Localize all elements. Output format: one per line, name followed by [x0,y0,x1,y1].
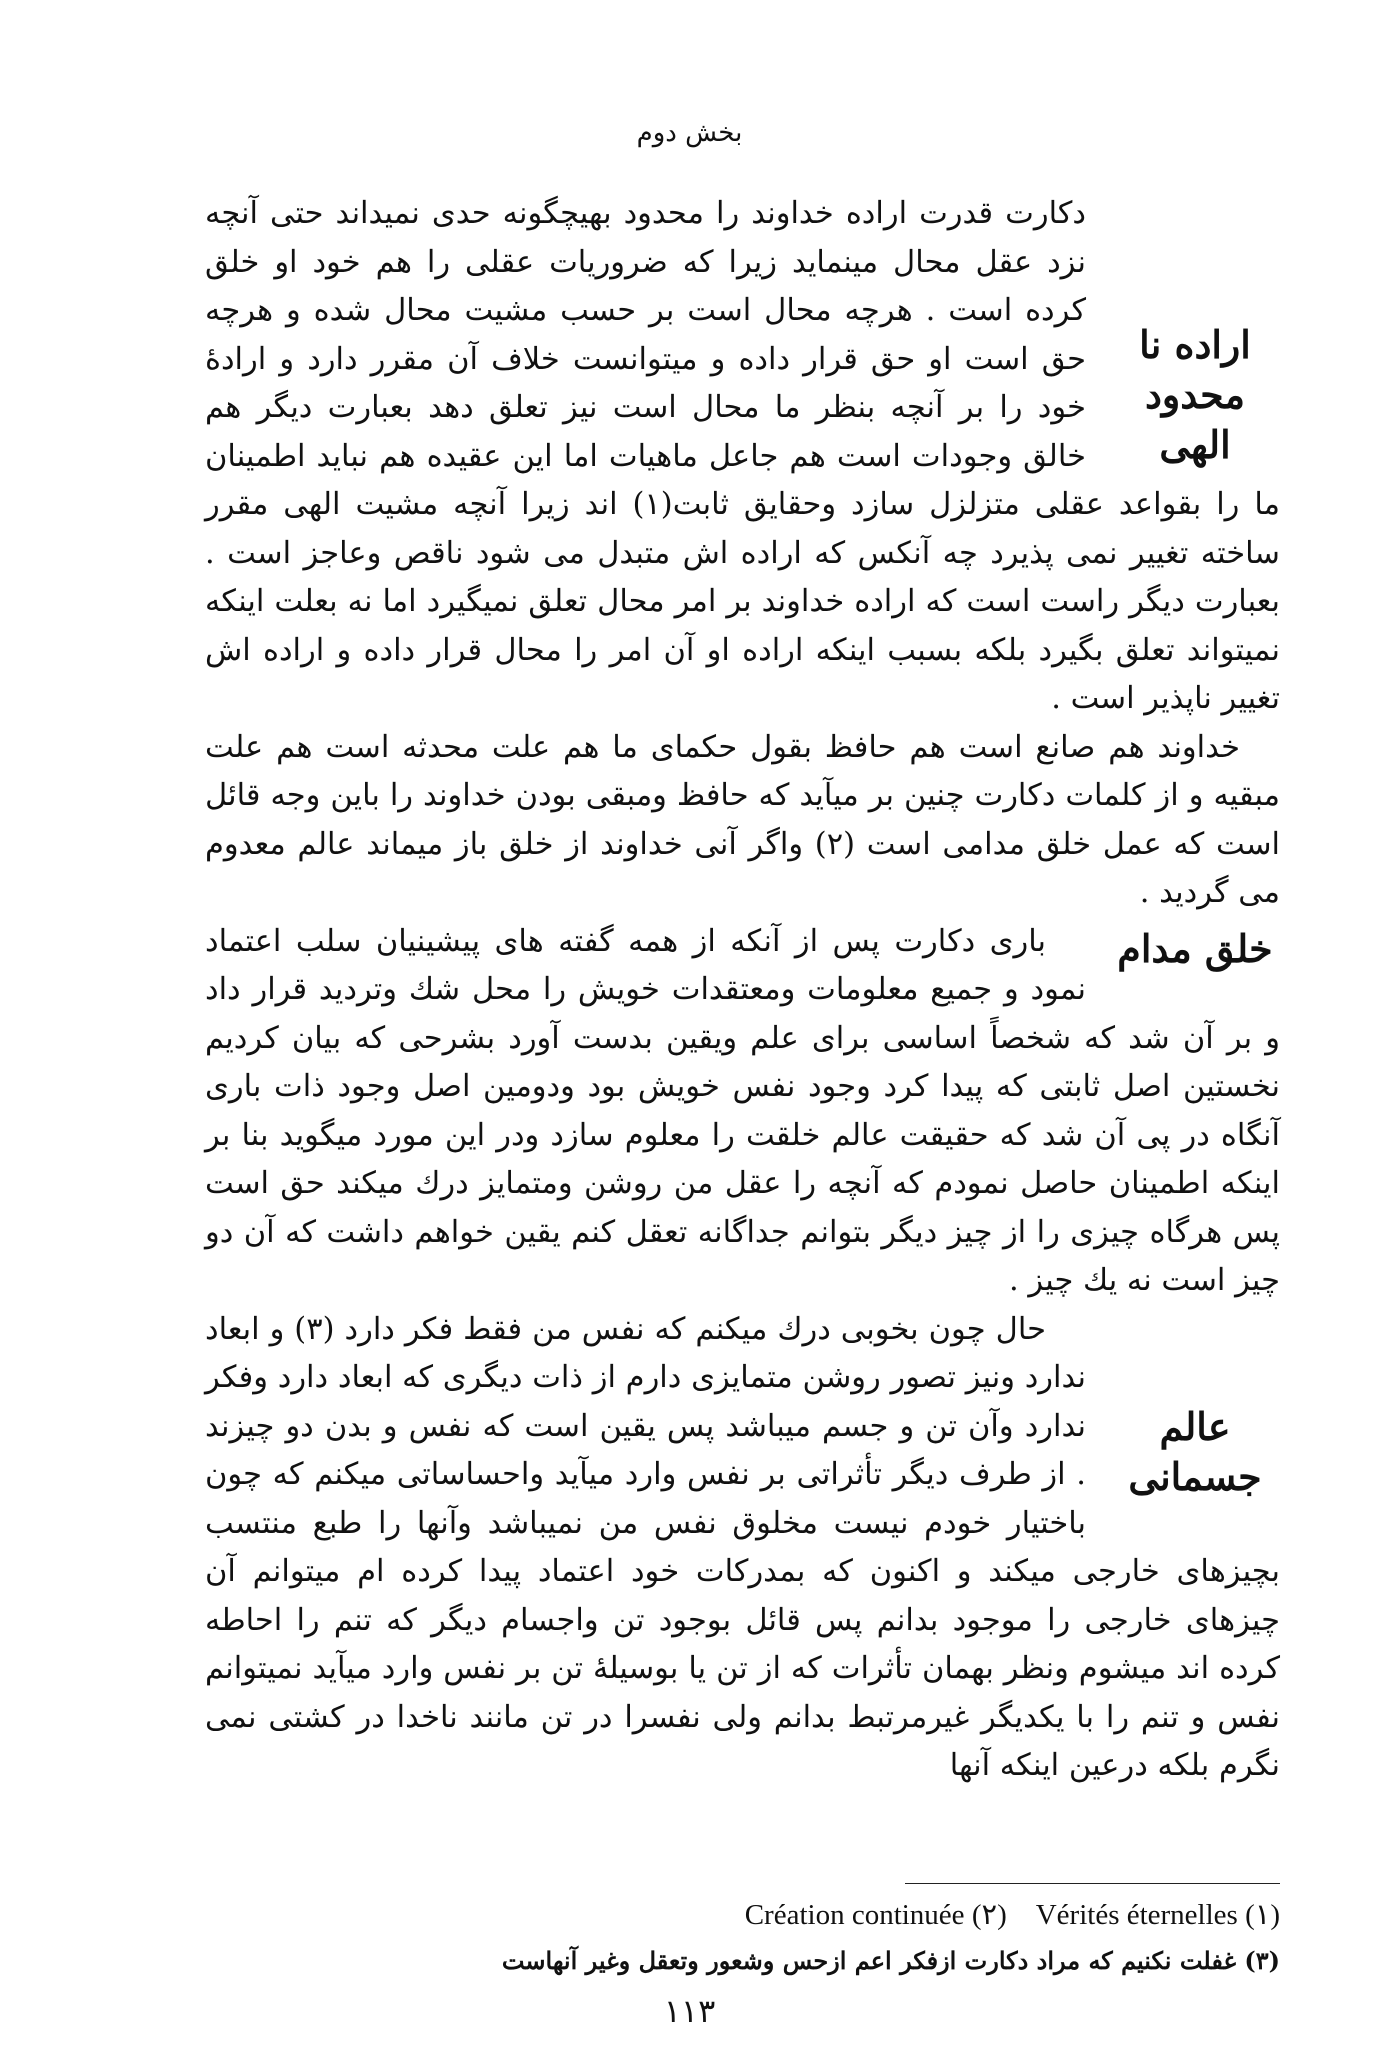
body-text [205,190,1280,1791]
footnote-term: Création continuée [744,1899,965,1931]
side-heading-unlimited-will [1110,320,1280,470]
chapter-header: بخش دوم [636,118,743,148]
side-heading-physical-world: عالم جسمانی [1128,1403,1262,1499]
side-heading-continuous-creation: خلق مدام [1117,925,1273,971]
footnote-persian: (۳) غفلت نکنیم که مراد دکارت ازفکر اعم ازحس وشعور وتعقل وغیر آنهاست [501,1946,1280,1975]
paragraph-2: خداوند هم صانع است هم حافظ بقول حکمای ما هم علت محدثه است هم علت مبقیه و از کلمات دکارت چنین بر میآید که حافظ ومبقی بودن خداوند را باین وجه قائل است که عمل خلق مدامی است (۲) واگر آنی خداوند از خلق باز میماند عالم معدوم می گردید . [205,729,1281,910]
footnote-ref: (۲) [971,1899,1007,1931]
paragraph-4: حال چون بخوبی درك میکنم که نفس من فقط فکر دارد (۳) و ابعاد ندارد ونیز تصور روشن متمایزی دارم از ذات دیگری که ابعاد دارد وفکر ندارد وآن تن و جسم میباشد پس یقین است که نفس و بدن دو چیزند . از طرف دیگر تأثراتی بر نفس وارد میآید واحساساتی میکنم که چون باختیار خودم نیست مخلوق نفس من نمیباشد وآنها را طبع منتسب بچیزهای خارجی میکند و اکنون که بمدرکات خود اعتماد پیدا کرده ام میتوانم آن چیزهای خارجی را موجود بدانم پس قائل بوجود تن واجسام دیگر که تنم را احاطه کرده اند میشوم ونظر بهمان تأثرات که از تن یا بوسیلهٔ تن بر نفس وارد میآید نمیتوانم نفس و تنم را با یکدیگر غیرمرتبط بدانم ولی نفسرا در تن مانند ناخدا در کشتی نمی نگرم بلکه درعین اینکه آنها [205,1311,1280,1783]
paragraph-3: باری دکارت پس از آنکه از همه گفته های پیشینیان سلب اعتماد نمود و جمیع معلومات ومعتقدات خویش را محل شك وتردید قرار داد و بر آن شد که شخصاً اساسی برای علم ویقین بدست آورد بشرحی که بیان کردیم نخستین اصل ثابتی که پیدا کرد وجود نفس خویش بود ودومین اصل وجود ذات باری آنگاه در پی آن شد که حقیقت عالم خلقت را معلوم سازد ودر این مورد میگوید بنا بر اینکه اطمینان حاصل نمودم که آنچه را عقل من روشن ومتمایز درك میکند حق است پس هرگاه چیزی را از چیز دیگر بتوانم جداگانه تعقل کنم یقین خواهم داشت که آن دو چیز است نه یك چیز . [205,923,1280,1298]
page-number: ۱۱۳ [663,1992,716,2030]
footnote-term: Vérités éternelles [1035,1899,1238,1931]
footnote-divider [905,1883,1280,1884]
side-heading-line: الهی [1159,422,1231,467]
footnote-ref: (۱) [1245,1899,1280,1931]
side-heading-line: اراده نا محدود [1139,322,1251,417]
paragraph-1: دکارت قدرت اراده خداوند را محدود بهیچگونه حدی نمیداند حتی آنچه نزد عقل محال مینماید زیرا که ضروریات عقلی را هم خود او خلق کرده است . هرچه محال است بر حسب مشیت محال شده و هرچه حق است او حق قرار داده و میتوانست خلاف آن مقرر دارد و ارادهٔ خود را بر آنچه بنظر ما محال است نیز تعلق دهد بعبارت دیگر هم خالق وجودات است هم جاعل ماهیات اما این عقیده هم نباید اطمینان ما را بقواعد عقلی متزلزل سازد وحقایق ثابت(۱) اند زیرا آنچه مشیت الهی مقرر ساخته تغییر نمی پذیرد چه آنکس که اراده اش متبدل می شود ناقص وعاجز است . بعبارت دیگر راست است که اراده خداوند بر امر محال تعلق نمیگیرد اما نه بعلت اینکه نمیتواند تعلق بگیرد بلکه بسبب اینکه اراده او آن امر را محال قرار داده و اراده اش تغییر ناپذیر است . [205,196,1280,716]
footnote-french [205,1897,1280,1932]
